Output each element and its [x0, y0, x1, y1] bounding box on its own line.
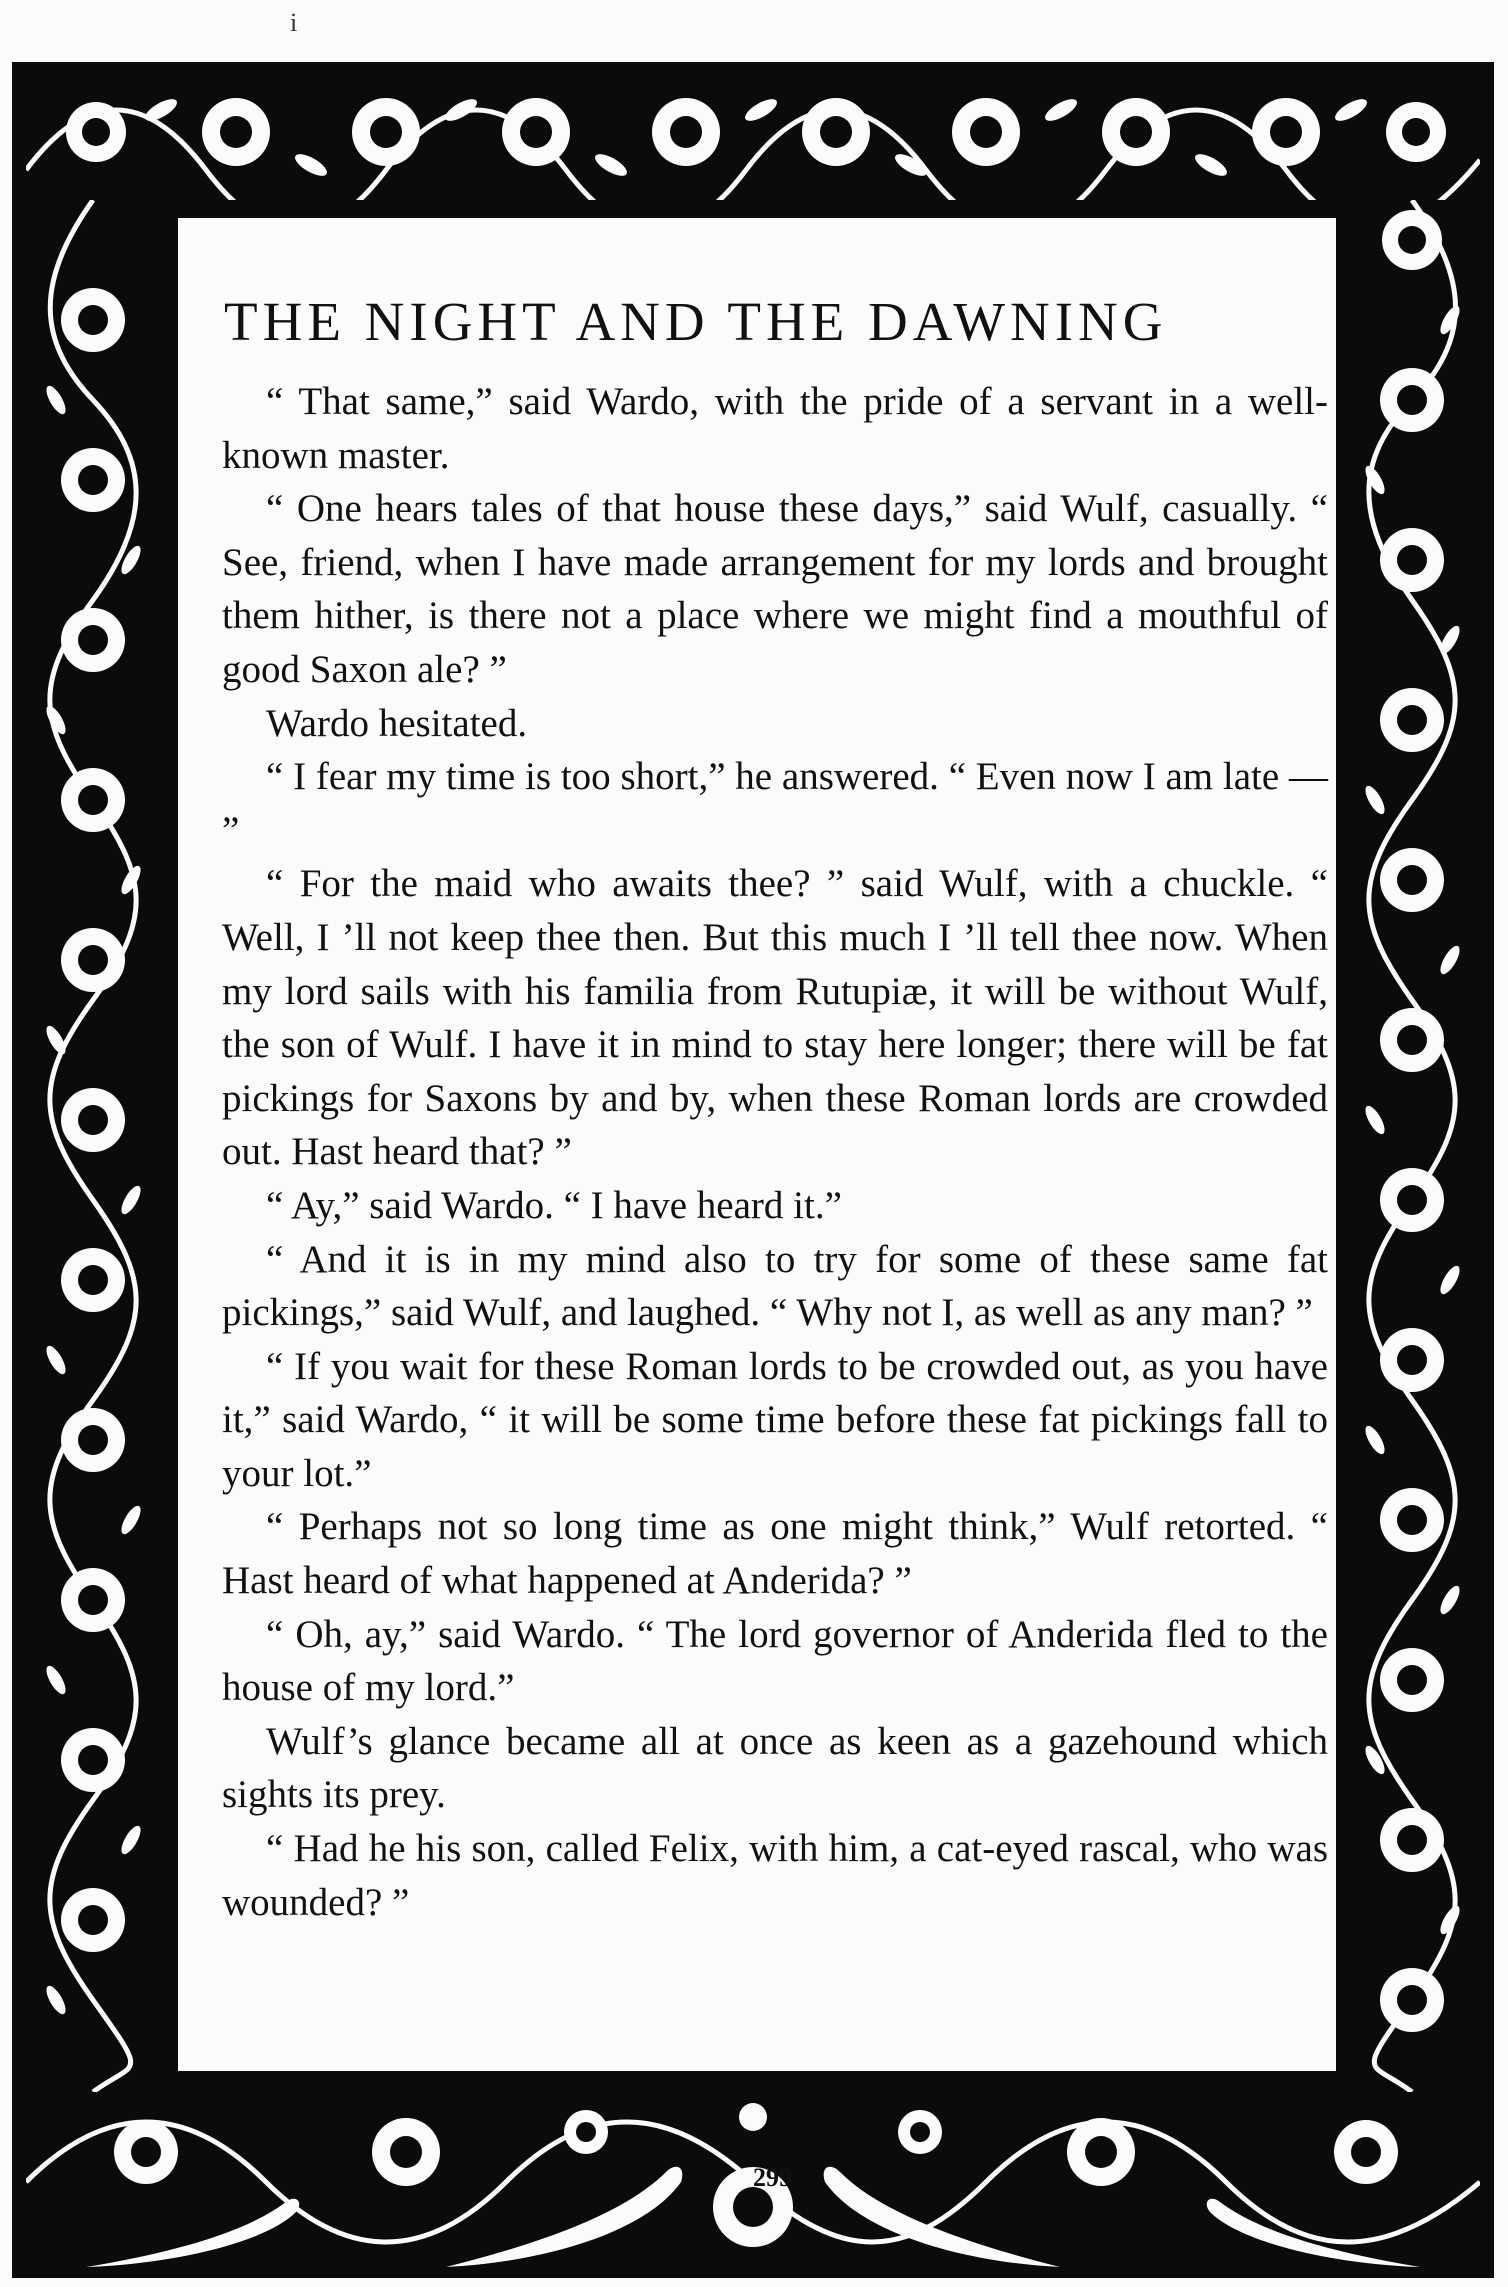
paragraph: “ One hears tales of that house these days,” said Wulf, casually. “ See, friend, when I have made arrangement for my lords and brought them hither, is there not a place where we might find a mouthful of good Saxon ale? ”: [222, 487, 1328, 691]
paragraph: Wulf’s glance became all at once as keen as a gazehound which sights its prey.: [222, 1719, 1328, 1817]
paragraph: “ For the maid who awaits thee? ” said Wulf, with a chuckle. “ Well, I ’ll not keep thee then. But this much I ’ll tell thee now. When my lord sails with his familia from Rutupiæ, it will be without Wulf, the son of Wulf. I have it in mind to stay here longer; there will be fat pickings for Saxons by and by, when these Roman lords are crowded out. Hast heard that? ”: [222, 862, 1328, 1174]
paragraph: “ Ay,” said Wardo. “ I have heard it.”: [266, 1183, 842, 1227]
body-text: [222, 375, 1328, 1929]
stray-ink-mark: i: [290, 8, 298, 37]
rose-vine-icon: [1345, 200, 1480, 2092]
paragraph: “ Had he his son, called Felix, with him, a cat-eyed rascal, who was wounded? ”: [222, 1827, 1328, 1924]
paragraph: “ And it is in my mind also to try for some of these same fat pickings,” said Wulf, and laughed. “ Why not I, as well as any man? ”: [222, 1237, 1328, 1335]
paragraph: “ Perhaps not so long time as one might think,” Wulf retorted. “ Hast heard of what happened at Anderida? ”: [222, 1505, 1328, 1603]
ornamental-border-frame: [12, 62, 1494, 2278]
chapter-title: THE NIGHT AND THE DAWNING: [224, 291, 1168, 352]
rose-vine-icon: [26, 200, 161, 2092]
rose-vine-icon: [26, 70, 1480, 200]
paragraph: Wardo hesitated.: [266, 701, 528, 745]
paragraph: “ I fear my time is too short,” he answered. “ Even now I am late — ”: [222, 755, 1328, 852]
page-number: 299: [753, 2163, 792, 2192]
paragraph: “ That same,” said Wardo, with the pride of a servant in a well-known master.: [222, 380, 1328, 477]
paragraph: “ Oh, ay,” said Wardo. “ The lord governor of Anderida fled to the house of my lord.”: [222, 1612, 1328, 1710]
paragraph: “ If you wait for these Roman lords to be crowded out, as you have it,” said Wardo, “ it will be some time before these fat pickings fall to your lot.”: [222, 1344, 1328, 1495]
text-panel: [172, 212, 1342, 2192]
